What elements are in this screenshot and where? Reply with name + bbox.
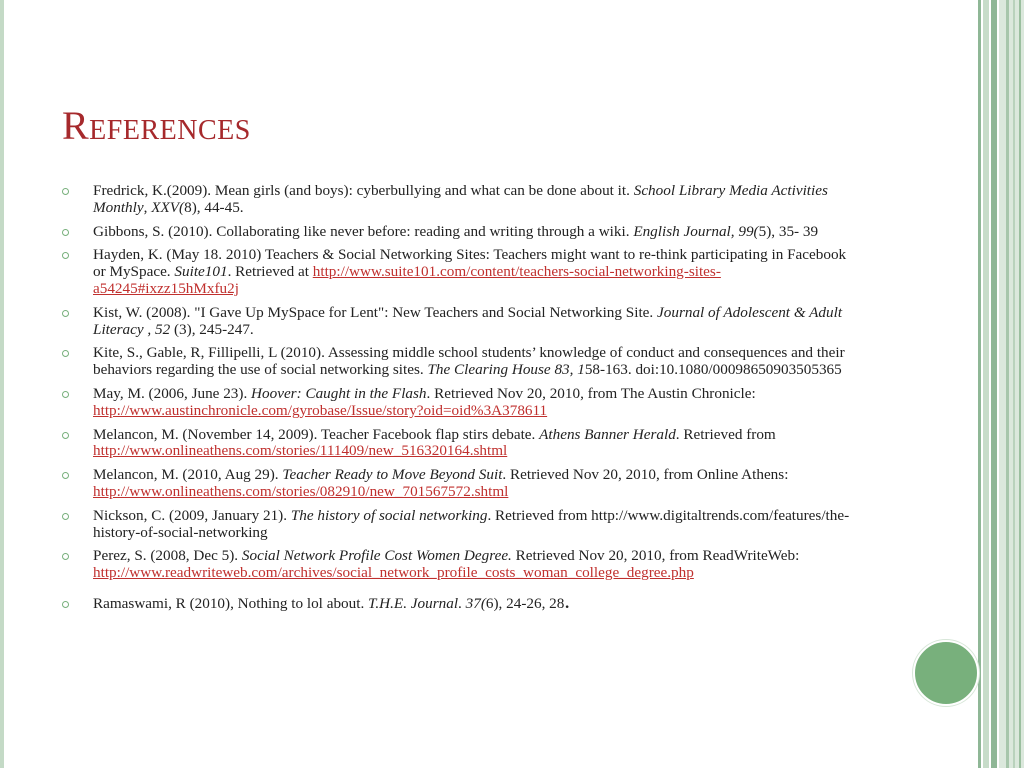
ref-text: 8), 44-45. (184, 198, 244, 216)
ref-link[interactable]: http://www.austinchronicle.com/gyrobase/Issue/story?oid=oid%3A378611 (93, 401, 548, 419)
ref-text: Hayden, K. (May 18. 2010) Teachers & Social Networking Sites: Teachers might want to re-think participating in Facebook or MySpace. (93, 246, 847, 281)
reference-item (62, 386, 862, 420)
bullet-icon (62, 432, 69, 439)
slide-title: References (62, 103, 251, 148)
ref-italic: English Journal, 99( (633, 222, 759, 240)
bullet-icon (62, 229, 69, 236)
ref-text: May, M. (2006, June 23). (93, 384, 252, 402)
bullet-icon (62, 391, 69, 398)
ref-text: . Retrieved from http://www.digitaltrends.com/features/the-history-of-social-networking (93, 506, 850, 541)
ref-italic: XXV( (151, 198, 185, 216)
ref-text: . Retrieved Nov 20, 2010, from Online Athens: (502, 466, 789, 484)
decorative-stripe (1013, 0, 1015, 768)
ref-text: Kist, W. (2008). "I Gave Up MySpace for Lent": New Teachers and Social Networking Site. (93, 303, 658, 321)
decorative-stripe (983, 0, 989, 768)
ref-text: Melancon, M. (November 14, 2009). Teacher Facebook flap stirs debate. (93, 425, 540, 443)
ref-text: Perez, S. (2008, Dec 5). (93, 547, 242, 565)
ref-text: . (458, 594, 466, 612)
reference-item (62, 427, 862, 461)
reference-item (62, 467, 862, 501)
ref-text: . Retrieved from (675, 425, 776, 443)
references-list (62, 183, 862, 620)
ref-text: 5), 35- 39 (758, 222, 819, 240)
reference-item (62, 247, 862, 297)
ref-italic: School Library Media Activities Monthly (93, 182, 828, 216)
reference-item (62, 305, 862, 339)
ref-link[interactable]: http://www.onlineathens.com/stories/082910/new_701567572.shtml (93, 482, 509, 500)
ref-italic: T.H.E. Journal (368, 594, 459, 612)
ref-text: 58-163. doi:10.1080/00098650903505365 (584, 361, 842, 379)
ref-text: Fredrick, K.(2009). Mean girls (and boys): cyberbullying and what can be done about it. (93, 182, 634, 199)
bullet-icon (62, 601, 69, 608)
ref-link[interactable]: http://www.onlineathens.com/stories/111409/new_516320164.shtml (93, 442, 508, 460)
ref-italic: Hoover: Caught in the Flash (251, 384, 427, 402)
reference-item (62, 345, 862, 379)
ref-text: Melancon, M. (2010, Aug 29). (93, 466, 283, 484)
decorative-stripe (991, 0, 997, 768)
ref-text: Gibbons, S. (2010). Collaborating like never before: reading and writing through a wiki. (93, 222, 634, 240)
reference-item (62, 587, 862, 613)
ref-link[interactable]: http://www.readwriteweb.com/archives/social_network_profile_costs_woman_college_degree.php (93, 564, 694, 582)
bullet-icon (62, 553, 69, 560)
ref-italic: Suite101 (174, 263, 228, 281)
ref-italic: Social Network Profile Cost Women Degree. (241, 547, 512, 565)
reference-item (62, 508, 862, 542)
ref-italic: The history of social networking (290, 506, 488, 524)
decorative-circle (913, 640, 979, 706)
bullet-icon (62, 472, 69, 479)
reference-item (62, 548, 862, 582)
ref-text: . Retrieved at (227, 263, 313, 281)
ref-italic: Athens Banner Herald (539, 425, 676, 443)
bullet-icon (62, 310, 69, 317)
bullet-icon (62, 188, 69, 195)
ref-link[interactable]: http://www.suite101.com/content/teachers-social-networking-sites-a54245#ixzz15hMxfu2j (93, 263, 721, 297)
decorative-stripe (1006, 0, 1009, 768)
ref-text: . (564, 587, 570, 613)
ref-text: . Retrieved Nov 20, 2010, from The Austin Chronicle: (426, 384, 756, 402)
ref-text: Retrieved Nov 20, 2010, from ReadWriteWeb: (511, 547, 800, 565)
decorative-stripe (1019, 0, 1021, 768)
bullet-icon (62, 513, 69, 520)
bullet-icon (62, 252, 69, 259)
ref-italic: Journal of Adolescent & Adult Literacy , 52 (93, 303, 843, 338)
reference-item (62, 183, 862, 217)
left-border (0, 0, 4, 768)
ref-italic: Teacher Ready to Move Beyond Suit (282, 466, 503, 484)
ref-text: , (143, 198, 152, 216)
ref-italic: The Clearing House 83, 1 (427, 361, 585, 379)
ref-text: 6), 24-26, 28 (485, 594, 565, 612)
ref-text: Ramaswami, R (2010), Nothing to lol about. (93, 594, 369, 612)
bullet-icon (62, 350, 69, 357)
decorative-stripe (978, 0, 981, 768)
ref-italic: 37( (465, 594, 486, 612)
ref-text: Kite, S., Gable, R, Fillipelli, L (2010). Assessing middle school students’ knowledge of conduct and consequences and their behaviors regarding the use of social networking sites. (93, 344, 845, 379)
reference-item (62, 224, 862, 241)
ref-text: Nickson, C. (2009, January 21). (93, 506, 291, 524)
ref-text: (3), 245-247. (174, 320, 254, 338)
